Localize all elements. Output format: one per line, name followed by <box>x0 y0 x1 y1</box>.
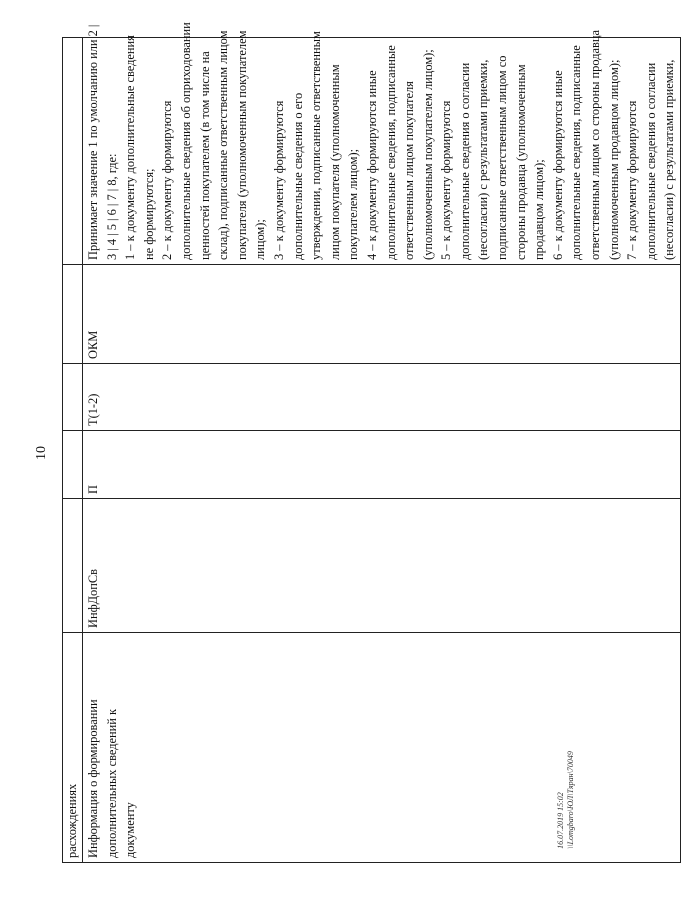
table-row <box>83 38 681 863</box>
footer-file-path: \\Lomgbaro\ЮЛ\Tяран\70049 <box>566 751 575 849</box>
continuation-cell: расхождениях <box>63 633 83 863</box>
empty-cell <box>63 431 83 499</box>
description-line: 4 – к документу формируются иные <box>364 70 379 260</box>
continuation-row <box>63 38 83 863</box>
empty-cell <box>63 38 83 265</box>
description-line: подписанные ответственным лицом со <box>495 55 510 260</box>
description-line: дополнительные сведения, подписанные <box>383 45 398 260</box>
description-line: дополнительные сведения о его <box>290 92 305 260</box>
description-line: лицом); <box>253 219 268 260</box>
page-number: 10 <box>34 446 49 460</box>
element-format-cell: T(1-2) <box>83 364 681 431</box>
requisites-table <box>62 22 681 863</box>
description-line: дополнительные сведения о согласии <box>457 62 472 260</box>
description-line: (несогласии) с результатами приемки, <box>662 59 677 260</box>
description-line: ответственным лицом покупателя <box>402 81 417 260</box>
description-line: Принимает значение 1 по умолчанию или 2 | <box>86 24 100 260</box>
description-line: склад), подписанные ответственным лицом <box>216 30 231 260</box>
description-line: утверждении, подписанные ответственным <box>309 31 324 260</box>
description-line: 6 – к документу формируются иные <box>550 70 565 260</box>
element-type-cell: П <box>83 431 681 499</box>
description-line: (уполномоченным покупателем лицом); <box>420 49 435 260</box>
requirement-cell: ОКМ <box>83 265 681 364</box>
element-name-line: дополнительных сведений к <box>104 708 119 858</box>
description-line: не формируются; <box>141 168 156 260</box>
description-line: 1 – к документу дополнительные сведения <box>123 35 138 260</box>
empty-cell <box>63 364 83 431</box>
element-name-line: Информация о формировании <box>86 699 100 858</box>
description-line: покупателя (уполномоченным покупателем <box>234 30 249 260</box>
description-line: 7 – к документу формируются <box>625 100 640 260</box>
description-line: ценностей покупателем (в том числе на <box>197 51 212 260</box>
footer-timestamp: 16.07.2019 15:02 <box>556 792 565 849</box>
description-line: покупателем лицом); <box>346 148 361 260</box>
description-line: продавцом лицом); <box>532 159 547 260</box>
description-line: 3 – к документу формируются <box>271 100 286 260</box>
description-line: лицом покупателя (уполномоченным <box>327 64 342 260</box>
description-line: (уполномоченным продавцом лицом); <box>606 59 621 260</box>
description-line: дополнительные сведения, подписанные <box>569 45 584 260</box>
description-line: 5 – к документу формируются <box>439 100 454 260</box>
element-tag-cell: ИнфДопСв <box>83 499 681 633</box>
description-line: стороны продавца (уполномоченным <box>513 64 528 260</box>
description-line: ответственным лицом со стороны продавца <box>588 30 603 260</box>
element-name-cell <box>83 633 681 863</box>
description-line: 2 – к документу формируются <box>160 100 175 260</box>
description-line: дополнительные сведения об оприходовании <box>178 22 193 260</box>
element-name-line: документу <box>123 802 138 858</box>
empty-cell <box>63 265 83 364</box>
empty-cell <box>63 499 83 633</box>
description-line: дополнительные сведения о согласии <box>643 62 658 260</box>
description-cell <box>83 22 681 265</box>
description-line: (несогласии) с результатами приемки, <box>476 59 491 260</box>
description-line: 3 | 4 | 5 | 6 | 7 | 8, где: <box>104 153 119 260</box>
